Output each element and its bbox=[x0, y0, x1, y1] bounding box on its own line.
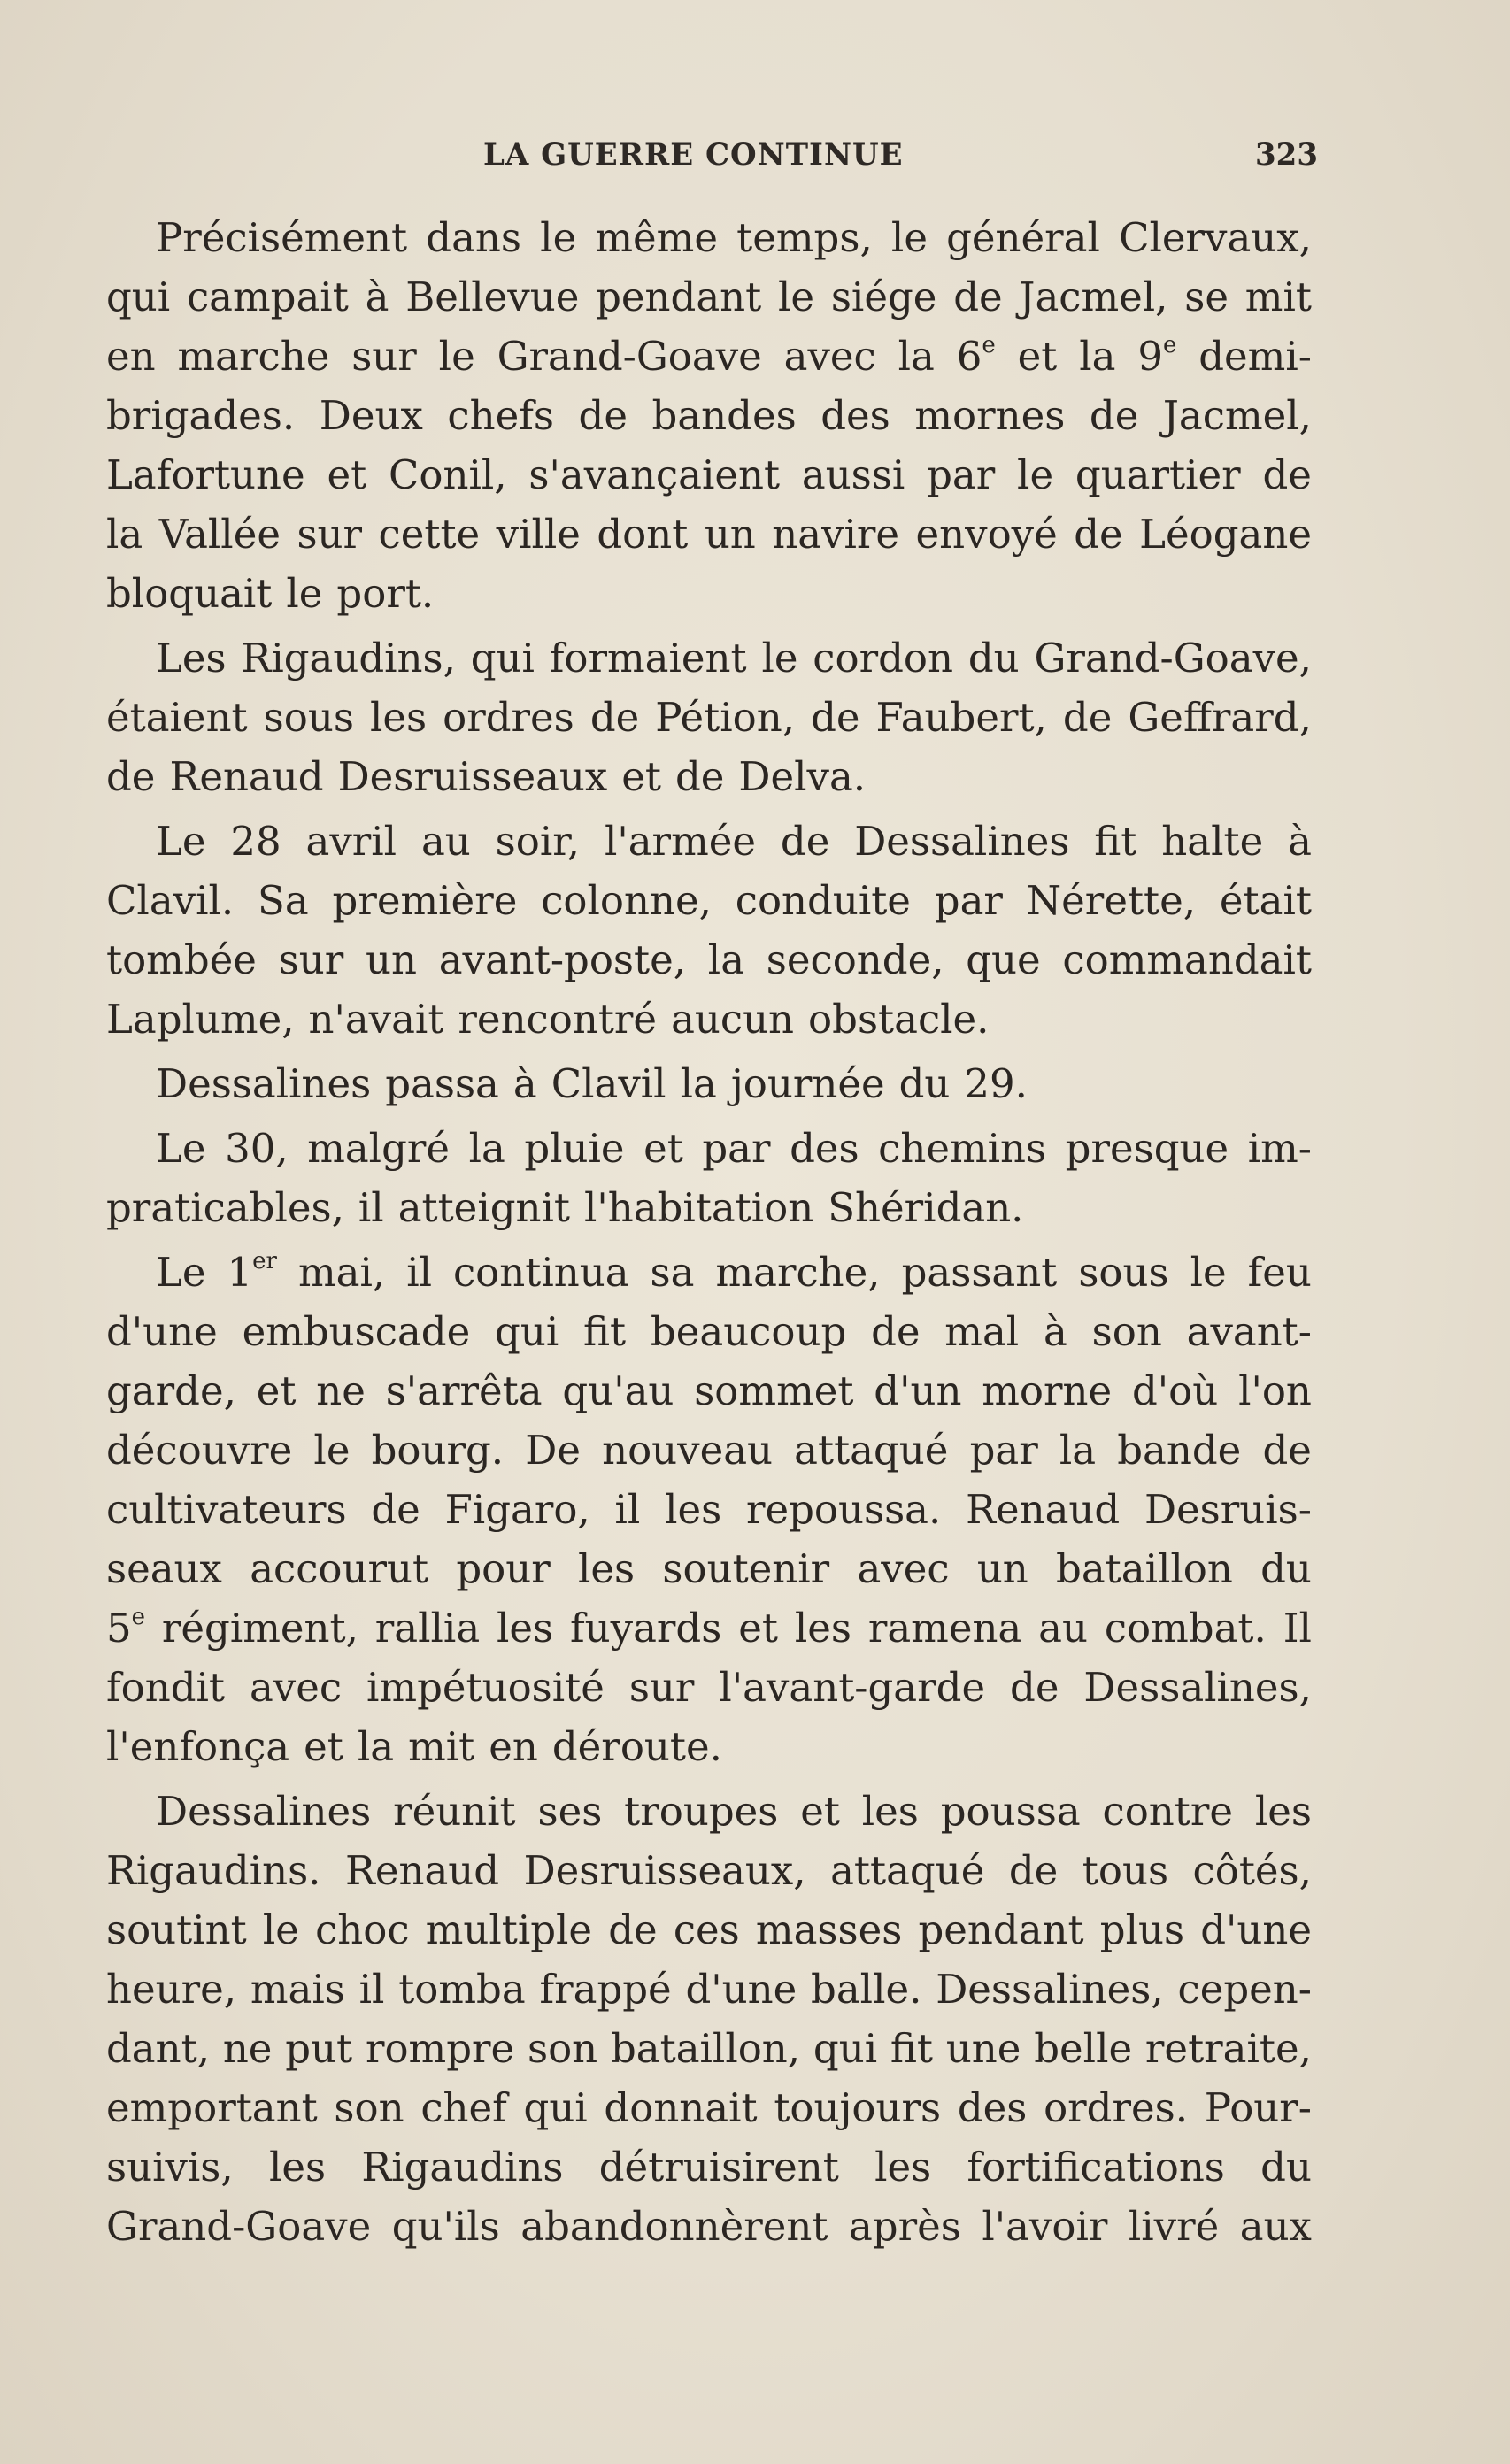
text-line: qui campait à Bellevue pendant le siége de Jacmel, se mit bbox=[106, 273, 1312, 320]
text-line: Dessalines passa à Clavil la journée du 29. bbox=[156, 1060, 1028, 1107]
text-line: tombée sur un avant-poste, la seconde, que commandait bbox=[106, 936, 1312, 983]
text-line: étaient sous les ordres de Pétion, de Faubert, de Geffrard, bbox=[106, 694, 1312, 741]
text-line: Le 1er mai, il continua sa marche, passant sous le feu bbox=[156, 1248, 1312, 1296]
text-line: emportant son chef qui donnait toujours des ordres. Pour- bbox=[106, 2084, 1312, 2131]
text-line: bloquait le port. bbox=[106, 570, 435, 617]
text-line: la Vallée sur cette ville dont un navire envoyé de Léogane bbox=[106, 511, 1312, 558]
text-line: Rigaudins. Renaud Desruisseaux, attaqué de tous côtés, bbox=[106, 1847, 1312, 1894]
text-line: Dessalines réunit ses troupes et les poussa contre les bbox=[156, 1788, 1312, 1835]
text-line: de Renaud Desruisseaux et de Delva. bbox=[106, 753, 867, 800]
running-title: LA GUERRE CONTINUE bbox=[483, 137, 904, 173]
text-line: suivis, les Rigaudins détruisirent les fortifications du bbox=[106, 2144, 1312, 2191]
text-line: brigades. Deux chefs de bandes des mornes de Jacmel, bbox=[106, 392, 1312, 439]
running-head bbox=[0, 137, 1510, 181]
text-line: l'enfonça et la mit en déroute. bbox=[106, 1723, 722, 1770]
text-line: Précisément dans le même temps, le général Clervaux, bbox=[156, 214, 1312, 261]
body-text bbox=[106, 208, 1312, 2256]
text-line: d'une embuscade qui fit beaucoup de mal à son avant- bbox=[106, 1308, 1312, 1355]
text-line: découvre le bourg. De nouveau attaqué par la bande de bbox=[106, 1427, 1312, 1474]
text-line: praticables, il atteignit l'habitation Shéridan. bbox=[106, 1184, 1024, 1231]
text-line: Clavil. Sa première colonne, conduite par Nérette, était bbox=[106, 877, 1312, 924]
text-line: dant, ne put rompre son bataillon, qui fit une belle retraite, bbox=[106, 2025, 1312, 2072]
text-line: cultivateurs de Figaro, il les repoussa. Renaud Desruis- bbox=[106, 1486, 1312, 1533]
page-number: 323 bbox=[1255, 137, 1318, 173]
text-line: garde, et ne s'arrêta qu'au sommet d'un morne d'où l'on bbox=[106, 1367, 1312, 1414]
text-line: seaux accourut pour les soutenir avec un bataillon du bbox=[106, 1545, 1312, 1592]
text-line: soutint le choc multiple de ces masses pendant plus d'une bbox=[106, 1906, 1312, 1953]
text-line: Grand-Goave qu'ils abandonnèrent après l'avoir livré aux bbox=[106, 2203, 1312, 2250]
text-line: Les Rigaudins, qui formaient le cordon du Grand-Goave, bbox=[156, 635, 1312, 681]
text-line: 5e régiment, rallia les fuyards et les ramena au combat. Il bbox=[106, 1604, 1312, 1652]
text-line: heure, mais il tomba frappé d'une balle. Dessalines, cepen- bbox=[106, 1966, 1312, 2013]
text-line: fondit avec impétuosité sur l'avant-garde de Dessalines, bbox=[106, 1664, 1312, 1711]
text-line: Le 30, malgré la pluie et par des chemins presque im- bbox=[156, 1125, 1312, 1172]
text-line: Lafortune et Conil, s'avançaient aussi par le quartier de bbox=[106, 451, 1312, 498]
text-line: Laplume, n'avait rencontré aucun obstacle. bbox=[106, 996, 990, 1043]
text-line: en marche sur le Grand-Goave avec la 6e et la 9e demi- bbox=[106, 332, 1312, 380]
text-line: Le 28 avril au soir, l'armée de Dessalines fit halte à bbox=[156, 818, 1312, 865]
